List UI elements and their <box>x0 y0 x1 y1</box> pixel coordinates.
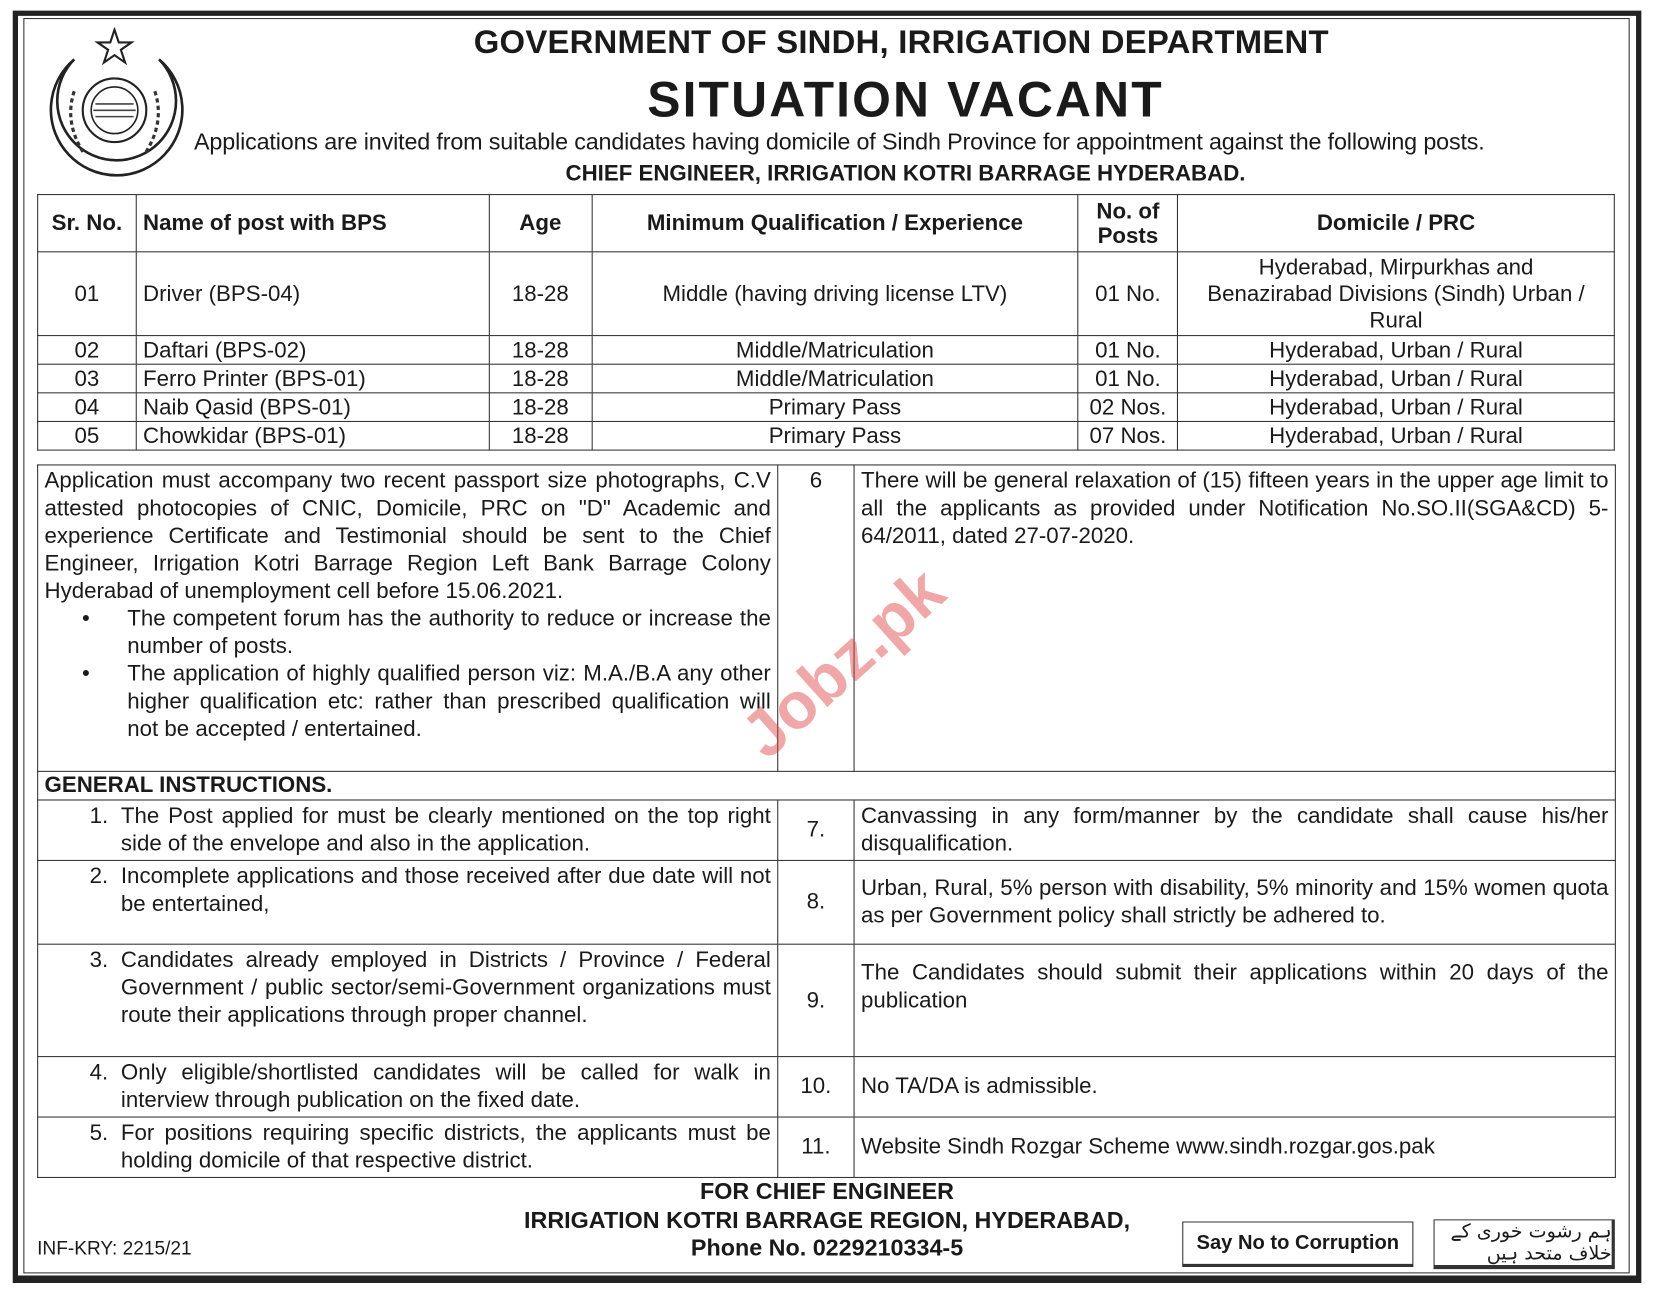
posts-count-cell: 01 No. <box>1078 252 1178 336</box>
bullet-text: The competent forum has the authority to reduce or increase the number of posts. <box>127 606 771 659</box>
footer-office: IRRIGATION KOTRI BARRAGE REGION, HYDERABAD, <box>523 1206 1131 1234</box>
table-row <box>38 393 1615 422</box>
instruction-number: 9. <box>778 944 854 1056</box>
post-name-cell: Ferro Printer (BPS-01) <box>136 364 489 393</box>
domicile-cell: Hyderabad, Urban / Rural <box>1178 336 1615 365</box>
instruction-row <box>38 1057 1616 1117</box>
instructions-table <box>37 464 1616 1178</box>
post-name-cell: Naib Qasid (BPS-01) <box>136 393 489 422</box>
instruction-left <box>38 800 778 860</box>
sr-no-cell: 02 <box>38 336 137 365</box>
instruction-row <box>38 860 1616 944</box>
sr-no-cell: 05 <box>38 421 137 450</box>
item-number: 6 <box>778 465 854 771</box>
department-title: GOVERNMENT OF SINDH, IRRIGATION DEPARTMENT <box>473 23 1329 61</box>
instruction-number: 5. <box>89 1120 109 1146</box>
qualification-cell: Middle/Matriculation <box>592 364 1078 393</box>
list-item <box>45 605 771 660</box>
posts-table <box>37 194 1615 451</box>
footer-phone: Phone No. 0229210334-5 <box>690 1234 964 1261</box>
say-no-to-corruption-box: Say No to Corruption <box>1182 1221 1413 1267</box>
instruction-text: Urban, Rural, 5% person with disability, 5% minority and 15% women quota as per Government policy shall strictly be adhered to. <box>854 860 1615 944</box>
instruction-number: 7. <box>778 800 854 860</box>
application-note <box>38 465 778 771</box>
jobz-watermark: Jobz.pk <box>727 554 959 773</box>
instruction-text: The Post applied for must be clearly mentioned on the top right side of the envelope and also in the application. <box>120 803 771 856</box>
column-header: No. of Posts <box>1078 195 1178 252</box>
instruction-number: 11. <box>778 1117 854 1177</box>
instruction-left <box>38 1057 778 1117</box>
domicile-cell: Hyderabad, Urban / Rural <box>1178 421 1615 450</box>
intro-text: Applications are invited from suitable candidates having domicile of Sindh Province for appointment against the following posts. <box>194 128 1485 155</box>
column-header: Domicile / PRC <box>1178 195 1615 252</box>
domicile-cell: Hyderabad, Urban / Rural <box>1178 393 1615 422</box>
bullet-text: The application of highly qualified person viz: M.A./B.A any other higher qualification etc: rather than prescribed qualification will not be accepted / entertained. <box>127 661 771 742</box>
table-row <box>38 252 1615 336</box>
instruction-text: Candidates already employed in Districts / Province / Federal Government / public sector/semi-Government organizations must route their applications through proper channel. <box>120 947 771 1028</box>
column-header: Minimum Qualification / Experience <box>592 195 1078 252</box>
instruction-text: Only eligible/shortlisted candidates will be called for walk in interview through publication on the fixed date. <box>120 1060 771 1113</box>
posts-count-cell: 01 No. <box>1078 364 1178 393</box>
instruction-text: Website Sindh Rozgar Scheme www.sindh.rozgar.gos.pak <box>854 1117 1615 1177</box>
instruction-left <box>38 944 778 1056</box>
age-cell: 18-28 <box>489 336 592 365</box>
instruction-text: Incomplete applications and those received after due date will not be entertained, <box>120 864 771 917</box>
instruction-text: Canvassing in any form/manner by the candidate shall cause his/her disqualification. <box>854 800 1615 860</box>
qualification-cell: Middle (having driving license LTV) <box>592 252 1078 336</box>
domicile-cell: Hyderabad, Urban / Rural <box>1178 364 1615 393</box>
posts-count-cell: 01 No. <box>1078 336 1178 365</box>
instruction-number: 2. <box>89 864 109 889</box>
sr-no-cell: 03 <box>38 364 137 393</box>
office-subtitle: CHIEF ENGINEER, IRRIGATION KOTRI BARRAGE HYDERABAD. <box>565 161 1246 186</box>
instruction-row <box>38 1117 1616 1177</box>
post-name-cell: Chowkidar (BPS-01) <box>136 421 489 450</box>
urdu-slogan-box: ہم رشوت خوری کے خلاف متحد ہیں <box>1434 1219 1615 1269</box>
qualification-cell: Middle/Matriculation <box>592 336 1078 365</box>
table-row <box>38 421 1615 450</box>
posts-count-cell: 02 Nos. <box>1078 393 1178 422</box>
instruction-number: 1. <box>89 803 109 829</box>
age-cell: 18-28 <box>489 364 592 393</box>
instruction-number: 4. <box>89 1060 109 1085</box>
instruction-number: 10. <box>778 1057 854 1117</box>
list-item <box>45 661 771 744</box>
table-header-row <box>38 195 1615 252</box>
footer-signatory: FOR CHIEF ENGINEER <box>700 1177 955 1205</box>
item-text: There will be general relaxation of (15) fifteen years in the upper age limit to all the applicants as provided under Notification No.SO.II(SGA&CD) 5-64/2011, dated 27-07-2020. <box>854 465 1615 771</box>
posts-count-cell: 07 Nos. <box>1078 421 1178 450</box>
table-row <box>38 364 1615 393</box>
post-name-cell: Daftari (BPS-02) <box>136 336 489 365</box>
instruction-text: No TA/DA is admissible. <box>854 1057 1615 1117</box>
general-instructions-heading-row <box>38 771 1616 800</box>
column-header: Age <box>489 195 592 252</box>
instruction-left <box>38 860 778 944</box>
instruction-number: 8. <box>778 860 854 944</box>
instruction-row <box>38 944 1616 1056</box>
post-name-cell: Driver (BPS-04) <box>136 252 489 336</box>
column-header: Sr. No. <box>38 195 137 252</box>
instruction-text: The Candidates should submit their applications within 20 days of the publication <box>854 944 1615 1056</box>
age-cell: 18-28 <box>489 421 592 450</box>
general-instructions-heading: GENERAL INSTRUCTIONS. <box>38 771 1616 800</box>
age-cell: 18-28 <box>489 252 592 336</box>
reference-number: INF-KRY: 2215/21 <box>37 1237 192 1259</box>
bullet: • <box>81 606 90 631</box>
instruction-row <box>38 800 1616 860</box>
age-cell: 18-28 <box>489 393 592 422</box>
bullet: • <box>81 661 90 687</box>
application-note-text: Application must accompany two recent passport size photographs, C.V attested photocopies of CNIC, Domicile, PRC on "D" Academic and experience Certificate and Testimonial should be sent to the Chief Engineer, Irrigation Kotri Barrage Region Left Bank Barrage Colony Hyderabad of unemployment cell before 15.06.2021. <box>44 468 771 604</box>
situation-vacant-heading: SITUATION VACANT <box>647 71 1164 128</box>
domicile-cell: Hyderabad, Mirpurkhas and Benazirabad Divisions (Sindh) Urban / Rural <box>1178 252 1615 336</box>
qualification-cell: Primary Pass <box>592 421 1078 450</box>
sr-no-cell: 01 <box>38 252 137 336</box>
sr-no-cell: 04 <box>38 393 137 422</box>
instruction-left <box>38 1117 778 1177</box>
instruction-number: 3. <box>89 947 109 973</box>
instruction-text: For positions requiring specific districts, the applicants must be holding domicile of that respective district. <box>120 1120 771 1173</box>
column-header: Name of post with BPS <box>136 195 489 252</box>
table-row <box>38 336 1615 365</box>
qualification-cell: Primary Pass <box>592 393 1078 422</box>
